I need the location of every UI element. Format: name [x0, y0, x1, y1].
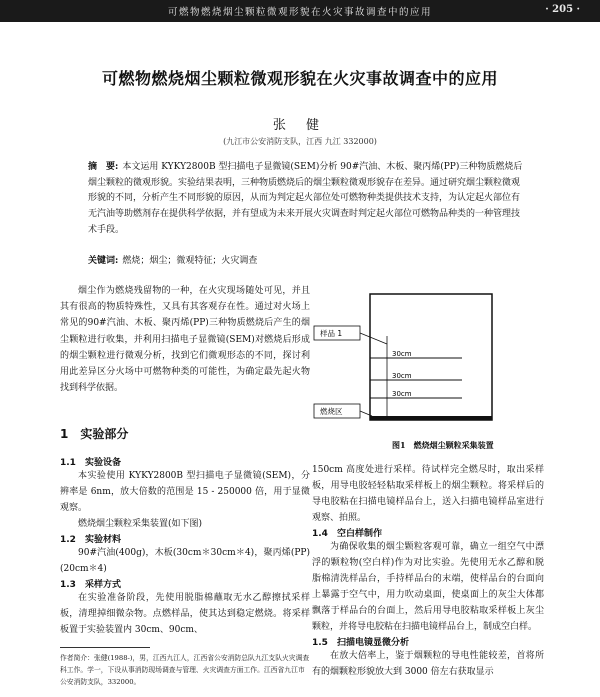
article-title: 可燃物燃烧烟尘颗粒微观形貌在火灾事故调查中的应用	[101, 69, 498, 88]
apparatus-box	[370, 294, 492, 420]
keywords-label: 关键词:	[88, 256, 119, 266]
distance-label-1: 30cm	[392, 350, 412, 358]
abstract-label: 摘 要:	[88, 162, 119, 172]
figure-sampling-apparatus	[312, 286, 544, 434]
footnote-rule	[60, 647, 150, 648]
paragraph-1-3: 在实验准备阶段，先使用脱脂棉蘸取无水乙醇擦拭采样板，清理掉细微杂物。点燃样品，使其达到稳定燃烧。将采样板置于实验装置内 30cm、90cm、	[60, 593, 310, 635]
paragraph-sampling-cont: 150cm 高度处进行采样。待试样完全燃尽时，取出采样板，用导电胶轻轻粘取采样板上的烟尘颗粒。将采样后的导电胶粘在扫描电镜样品台上，送入扫描电镜样品室进行观察、拍照。	[312, 465, 544, 523]
paragraph-1-1: 本实验使用 KYKY2800B 型扫描电子显微镜(SEM)，分辨率是 6nm，放大倍数的范围是 15 - 250000 倍，用于显微观察。	[60, 471, 310, 513]
paragraph-1-2: 90#汽油(400g)，木板(30cm＊30cm＊4)，聚丙烯(PP)(20cm＊4)	[60, 548, 310, 574]
page-number: · 205 ·	[545, 4, 580, 15]
subsection-heading-1-5: 1.5 扫描电镜显微分析	[312, 638, 409, 648]
subsection-heading-1-4: 1.4 空白样制作	[312, 529, 382, 539]
abstract-text: 本文运用 KYKY2800B 型扫描电子显微镜(SEM)分析 90#汽油、木板、聚丙烯(PP)三种物质燃烧后烟尘颗粒的微观形貌。实验结果表明，三种物质燃烧后的烟尘颗粒微观形貌存在差异。通过研究烟尘颗粒微观形貌的不同，分析产生不同形貌的原因，从而为判定起火部位处可燃物种类提供技术支持，为认定起火部位有无汽油等助燃剂存在提供科学依据，并有望成为未来开展火灾调查时判定起火部位可燃物品种类的一种管理技术手段。	[88, 162, 523, 235]
burn-tray	[370, 416, 492, 420]
left-column-body	[60, 455, 310, 638]
distance-label-3: 30cm	[392, 390, 412, 398]
sampler-label: 样品 1	[320, 329, 343, 338]
subsection-heading-1-2: 1.2 实验材料	[60, 535, 121, 545]
distance-label-2: 30cm	[392, 372, 412, 380]
keywords-text: 燃烧；烟尘；微观特征；火灾调查	[122, 256, 258, 266]
section-heading: 1 实验部分	[60, 427, 129, 441]
subsection-heading-1-1: 1.1 实验设备	[60, 458, 121, 468]
right-column-body	[312, 462, 544, 680]
figure-caption: 图1 燃烧烟尘颗粒采集装置	[392, 440, 494, 450]
burn-zone-label: 燃烧区	[320, 407, 343, 416]
paragraph-1-1-device: 燃烧烟尘颗粒采集装置(如下图)	[78, 519, 203, 529]
running-title: 可燃物燃烧烟尘颗粒微观形貌在火灾事故调查中的应用	[167, 7, 432, 18]
intro-paragraph: 烟尘作为燃烧残留物的一种，在火灾现场随处可见，并且其有很高的物质特殊性，又具有其客观存在性。通过对火场上常见的90#汽油、木板、聚丙烯(PP)三种物质燃烧后产生的烟尘颗粒进行收集，并利用扫描电子显微镜(SEM)对燃烧后形成的烟尘颗粒进行微观分析，找到它们微观形态的不同，探讨利用此差异区分火场中可燃物种类的可能性，为确定最先起火物找到科学依据。	[60, 286, 310, 394]
keywords	[88, 253, 528, 266]
author-footnote: 作者简介：张健(1988-)，男，江西九江人，江西省公安消防总队九江支队火灾调查科工作。学一，下设从事消防现场调查与管理、火灾调查方面工作。江西省九江市公安消防支队，332000。	[60, 654, 310, 686]
paragraph-1-5: 在放大倍率上，鉴于烟颗粒的导电性能较差，首将所有的烟颗粒形貌放大到 3000 倍左右获取显示	[312, 651, 544, 677]
abstract	[88, 160, 528, 239]
author-affiliation: (九江市公安消防支队，江西 九江 332000)	[223, 137, 377, 146]
subsection-heading-1-3: 1.3 采样方式	[60, 580, 121, 590]
paragraph-1-4: 为确保收集的烟尘颗粒客观可靠，确立一组空气中漂浮的颗粒物(空白样)作为对比实验。先使用无水乙醇和脱脂棉清洗样品台，手持样品台的末端，使样品台的台面向上暴露于空气中，用力吹动桌面，使桌面上的灰尘大体都飘落于样品台的台面上，然后用导电胶粘取采样板上灰尘颗粒，并将导电胶粘在扫描电镜样品台上，制成空白样。	[312, 542, 544, 632]
author-name: 张 健	[272, 118, 328, 133]
